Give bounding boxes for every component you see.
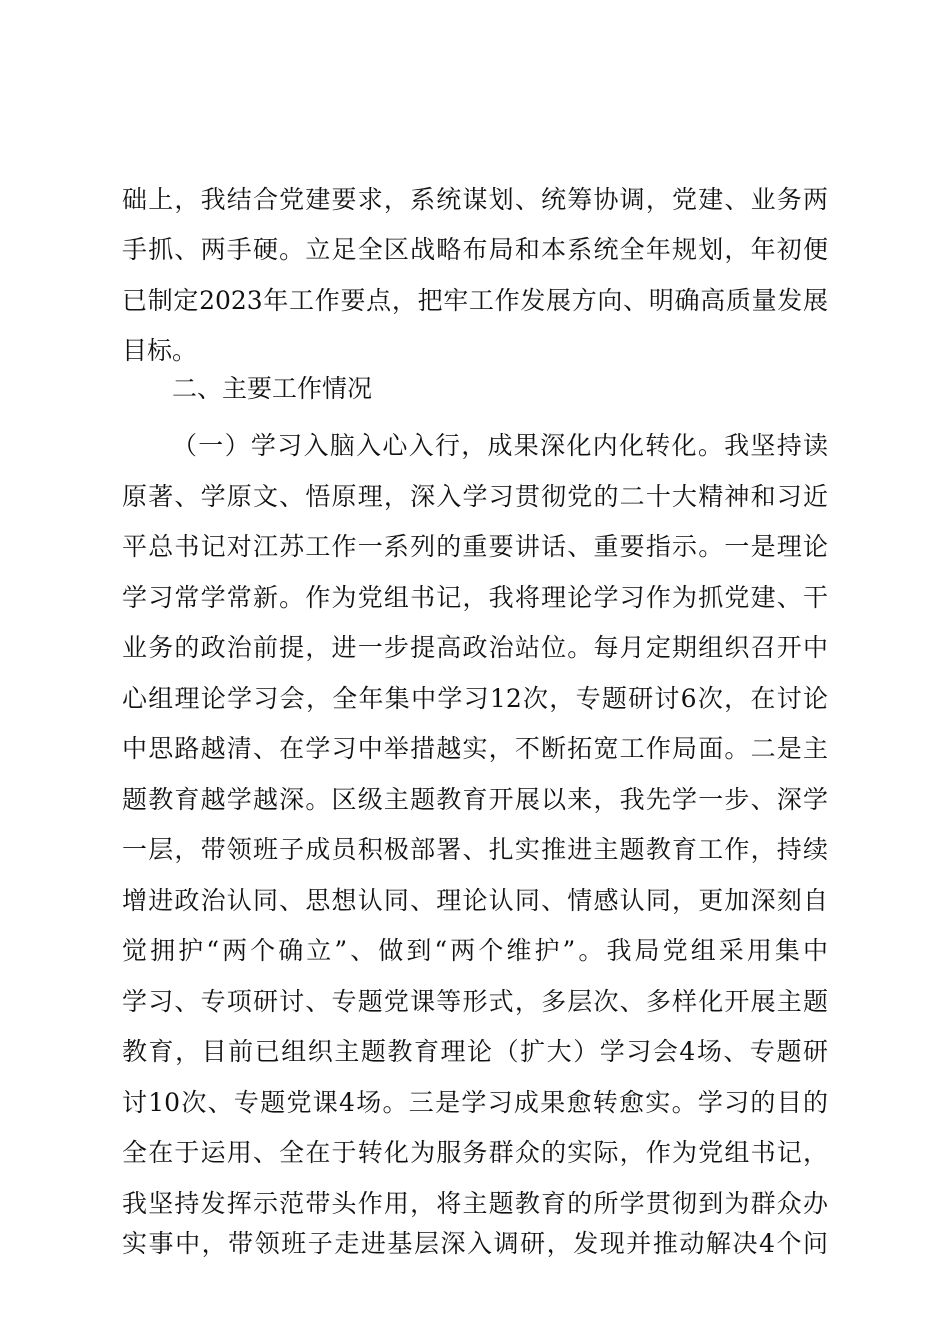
paragraph-2-line-1: （一）学习入脑入心入行，成果深化内化转化。我坚持读 bbox=[172, 431, 828, 460]
paragraph-2-line-16: 我坚持发挥示范带头作用，将主题教育的所学贯彻到为群众办 bbox=[122, 1189, 828, 1218]
paragraph-2-line-7: 中思路越清、在学习中举措越实，不断拓宽工作局面。二是主 bbox=[122, 734, 828, 763]
paragraph-2-line-6: 心组理论学习会，全年集中学习12次，专题研讨6次，在讨论 bbox=[122, 684, 828, 713]
paragraph-2-line-15: 全在于运用、全在于转化为服务群众的实际，作为党组书记， bbox=[122, 1138, 828, 1167]
paragraph-2-line-13: 教育，目前已组织主题教育理论（扩大）学习会4场、专题研 bbox=[122, 1037, 828, 1066]
paragraph-2-line-12: 学习、专项研讨、专题党课等形式，多层次、多样化开展主题 bbox=[122, 987, 828, 1016]
paragraph-2-line-2: 原著、学原文、悟原理，深入学习贯彻党的二十大精神和习近 bbox=[122, 482, 828, 511]
paragraph-2-line-3: 平总书记对江苏工作一系列的重要讲话、重要指示。一是理论 bbox=[122, 532, 828, 561]
section-heading: 二、主要工作情况 bbox=[172, 374, 373, 403]
paragraph-2-line-5: 业务的政治前提，进一步提高政治站位。每月定期组织召开中 bbox=[122, 633, 828, 662]
paragraph-1-line-2: 手抓、两手硬。立足全区战略布局和本系统全年规划，年初便 bbox=[122, 235, 828, 264]
paragraph-2-line-11: 觉拥护“两个确立”、做到“两个维护”。我局党组采用集中 bbox=[122, 936, 828, 965]
paragraph-2-line-4: 学习常学常新。作为党组书记，我将理论学习作为抓党建、干 bbox=[122, 583, 828, 612]
paragraph-2-line-14: 讨10次、专题党课4场。三是学习成果愈转愈实。学习的目的 bbox=[122, 1088, 828, 1117]
paragraph-1-line-1: 础上，我结合党建要求，系统谋划、统筹协调，党建、业务两 bbox=[122, 185, 828, 214]
paragraph-2-line-10: 增进政治认同、思想认同、理论认同、情感认同，更加深刻自 bbox=[122, 886, 828, 915]
paragraph-2-line-9: 一层，带领班子成员积极部署、扎实推进主题教育工作，持续 bbox=[122, 835, 828, 864]
paragraph-1-line-3: 已制定2023年工作要点，把牢工作发展方向、明确高质量发展 bbox=[122, 286, 828, 315]
paragraph-2-line-17: 实事中，带领班子走进基层深入调研，发现并推动解决4个问 bbox=[122, 1229, 828, 1258]
paragraph-2-line-8: 题教育越学越深。区级主题教育开展以来，我先学一步、深学 bbox=[122, 785, 828, 814]
paragraph-1-line-4: 目标。 bbox=[122, 336, 198, 365]
